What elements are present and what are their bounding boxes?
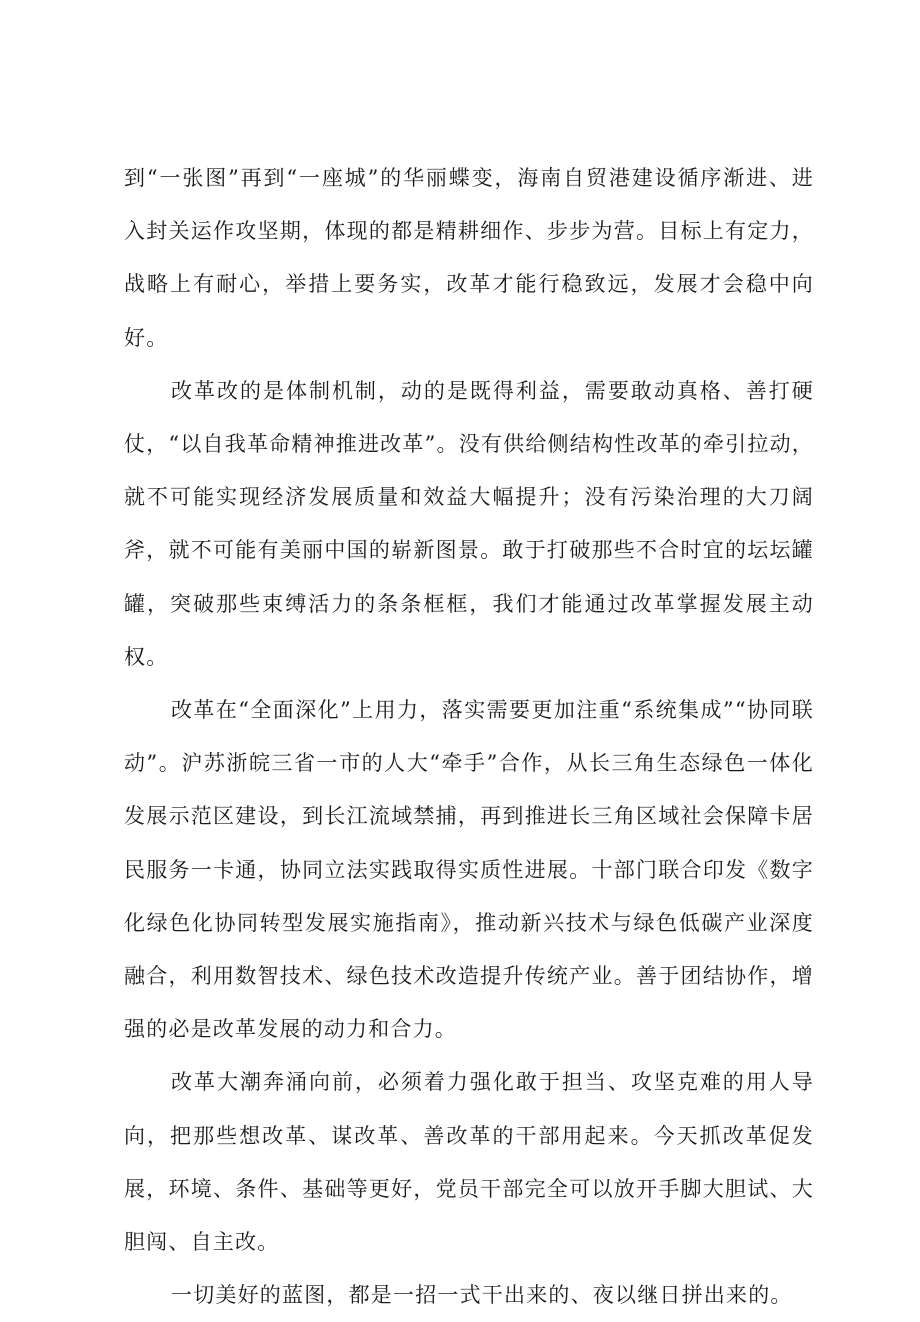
paragraph-3: 改革在“全面深化”上用力，落实需要更加注重“系统集成”“协同联动”。沪苏浙皖三省一市的人大“牵手”合作，从长三角生态绿色一体化发展示范区建设，到长江流域禁捕，再到推进长三角区域社会保障卡居民服务一卡通，协同立法实践取得实质性进展。十部门联合印发《数字化绿色化协同转型发展实施指南》，推动新兴技术与绿色低碳产业深度融合，利用数智技术、绿色技术改造提升传统产业。善于团结协作，增强的必是改革发展的动力和合力。 [124,698,814,1042]
paragraph-5: 一切美好的蓝图，都是一招一式干出来的、夜以继日拼出来的。 [171,1283,793,1308]
document-body [124,152,814,1322]
paragraph-1: 到“一张图”再到“一座城”的华丽蝶变，海南自贸港建设循序渐进、进入封关运作攻坚期，体现的都是精耕细作、步步为营。目标上有定力，战略上有耐心，举措上要务实，改革才能行稳致远，发展才会稳中向好。 [124,166,814,350]
paragraph-4: 改革大潮奔涌向前，必须着力强化敢于担当、攻坚克难的用人导向，把那些想改革、谋改革、善改革的干部用起来。今天抓改革促发展，环境、条件、基础等更好，党员干部完全可以放开手脚大胆试、大胆闯、自主改。 [124,1070,814,1255]
paragraph-2: 改革改的是体制机制，动的是既得利益，需要敢动真格、善打硬仗，“以自我革命精神推进改革”。没有供给侧结构性改革的牵引拉动，就不可能实现经济发展质量和效益大幅提升；没有污染治理的大刀阔斧，就不可能有美丽中国的崭新图景。敢于打破那些不合时宜的坛坛罐罐，突破那些束缚活力的条条框框，我们才能通过改革掌握发展主动权。 [124,378,814,669]
